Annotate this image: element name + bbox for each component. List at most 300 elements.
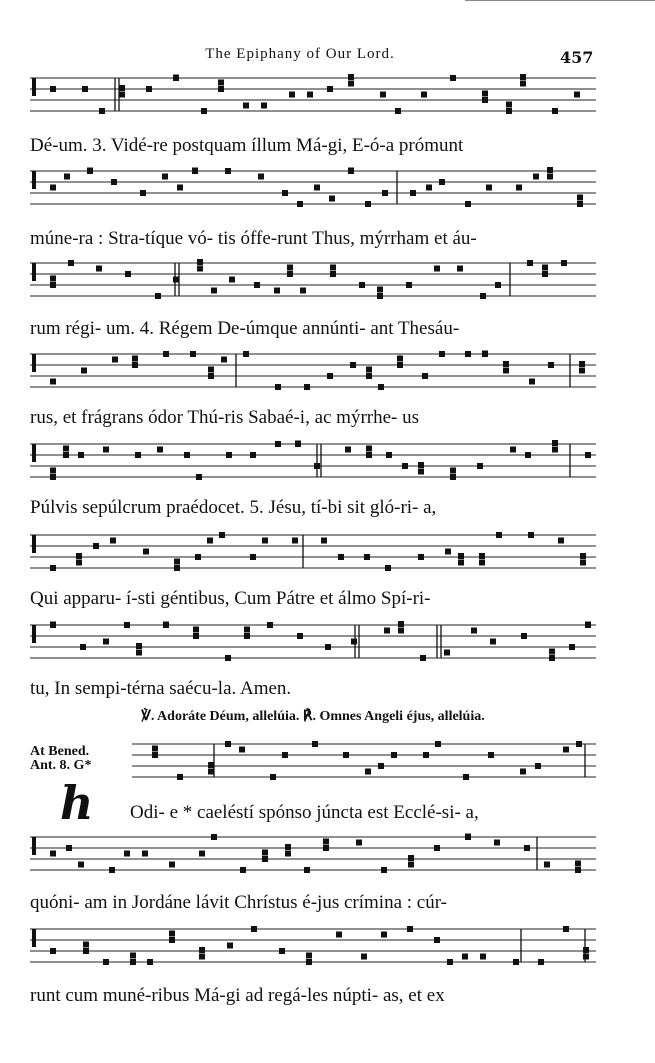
neume-note: [577, 195, 583, 201]
antiphon-label-line-2: Ant. 8. G*: [30, 758, 92, 773]
neume-note: [343, 752, 349, 758]
neume-note: [457, 266, 463, 272]
chant-staff-8: [132, 740, 596, 790]
neume-note: [163, 351, 169, 357]
neume-note: [552, 440, 558, 446]
neume-note: [330, 265, 336, 271]
neume-note: [103, 639, 109, 645]
neume-note: [325, 644, 331, 650]
neume-note: [506, 108, 512, 114]
neume-note: [76, 553, 82, 559]
neume-note: [163, 622, 169, 628]
neume-note: [547, 174, 553, 180]
chant-staff-2: [30, 167, 596, 217]
chant-staff-3: [30, 259, 596, 309]
neume-note: [585, 621, 591, 622]
neume-note: [50, 276, 56, 282]
neume-note: [193, 633, 199, 639]
neume-note: [196, 474, 202, 480]
versicle-response: ℣. Adoráte Déum, allelúia. ℟. Omnes Angeli éjus, allelúia.: [141, 709, 485, 724]
lyric-line-2: múne-ra : Stra-tíque vó- tis óffe-runt Thus, mýrrham et áu-: [30, 228, 477, 249]
neume-note: [239, 747, 245, 753]
neume-note: [377, 287, 383, 293]
neume-note: [563, 747, 569, 753]
chant-staff-1: [30, 74, 596, 124]
neume-note: [366, 373, 372, 379]
neume-note: [365, 769, 371, 775]
neume-note: [377, 293, 383, 299]
neume-note: [227, 943, 233, 949]
neume-note: [480, 293, 486, 299]
neume-note: [142, 851, 148, 857]
neume-note: [549, 655, 555, 661]
neume-note: [78, 862, 84, 868]
neume-note: [125, 271, 131, 277]
neume-note: [304, 867, 310, 873]
neume-note: [398, 628, 404, 634]
clef-icon: [32, 625, 36, 643]
neume-note: [140, 190, 146, 196]
neume-note: [575, 861, 581, 867]
neume-note: [496, 532, 502, 538]
neume-note: [195, 554, 201, 560]
neume-note: [458, 560, 464, 566]
neume-note: [225, 655, 231, 661]
neume-note: [99, 108, 105, 114]
neume-note: [218, 86, 224, 92]
chant-staff-6: [30, 531, 596, 581]
neume-note: [80, 644, 86, 650]
neume-note: [558, 538, 564, 544]
neume-note: [366, 446, 372, 452]
neume-note: [397, 362, 403, 368]
neume-note: [275, 384, 281, 390]
neume-note: [50, 468, 56, 474]
neume-note: [323, 839, 329, 845]
neume-note: [169, 937, 175, 943]
neume-note: [434, 266, 440, 272]
neume-note: [50, 379, 56, 385]
neume-note: [177, 185, 183, 191]
neume-note: [520, 769, 526, 775]
neume-note: [300, 288, 306, 294]
neume-note: [583, 947, 589, 953]
neume-note: [244, 633, 250, 639]
neume-note: [583, 954, 589, 960]
neume-note: [385, 565, 391, 571]
neume-note: [422, 373, 428, 379]
neume-note: [66, 845, 72, 851]
neume-note: [50, 622, 56, 628]
neume-note: [282, 190, 288, 196]
neume-note: [434, 845, 440, 851]
neume-note: [381, 932, 387, 938]
neume-note: [124, 622, 130, 628]
neume-note: [585, 622, 591, 628]
neume-note: [109, 867, 115, 873]
neume-note: [577, 201, 583, 207]
neume-note: [356, 840, 362, 846]
neume-note: [124, 851, 130, 857]
neume-note: [173, 277, 179, 283]
neume-note: [162, 174, 168, 180]
neume-note: [243, 351, 249, 357]
neume-note: [359, 282, 365, 288]
neume-note: [418, 554, 424, 560]
neume-note: [261, 103, 267, 109]
neume-note: [450, 75, 456, 81]
neume-note: [197, 266, 203, 272]
neume-note: [136, 650, 142, 656]
lyric-line-8: quóni- am in Jordáne lávit Chrístus é-jus crímina : cúr-: [30, 892, 447, 913]
neume-note: [434, 937, 440, 943]
neume-note: [297, 201, 303, 207]
neume-note: [361, 954, 367, 960]
neume-note: [254, 282, 260, 288]
neume-note: [152, 752, 158, 758]
neume-note: [250, 452, 256, 458]
neume-note: [143, 549, 149, 555]
neume-note: [447, 959, 453, 965]
neume-note: [580, 553, 586, 559]
neume-note: [575, 867, 581, 873]
neume-note: [50, 621, 56, 622]
neume-note: [226, 452, 232, 458]
antiphon-label: [30, 745, 91, 773]
neume-note: [282, 752, 288, 758]
neume-note: [136, 643, 142, 649]
neume-note: [386, 452, 392, 458]
neume-note: [173, 74, 179, 75]
neume-note: [225, 741, 231, 747]
neume-note: [132, 362, 138, 368]
neume-note: [329, 196, 335, 202]
neume-note: [279, 948, 285, 954]
neume-note: [68, 260, 74, 266]
neume-note: [439, 179, 445, 185]
neume-note: [287, 271, 293, 277]
page-number: 457: [560, 48, 594, 67]
neume-note: [348, 168, 354, 174]
neume-note: [520, 81, 526, 87]
neume-note: [110, 538, 116, 544]
clef-icon: [32, 444, 36, 462]
neume-note: [306, 953, 312, 959]
neume-note: [211, 288, 217, 294]
neume-note: [410, 190, 416, 196]
neume-note: [201, 108, 207, 114]
neume-note: [495, 282, 501, 288]
neume-note: [173, 75, 179, 81]
neume-note: [323, 845, 329, 851]
neume-note: [529, 379, 535, 385]
neume-note: [406, 282, 412, 288]
neume-note: [146, 86, 152, 92]
neume-note: [408, 862, 414, 868]
neume-note: [524, 845, 530, 851]
neume-note: [364, 554, 370, 560]
neume-note: [218, 80, 224, 86]
neume-note: [130, 959, 136, 965]
neume-note: [78, 452, 84, 458]
neume-note: [50, 474, 56, 480]
neume-note: [391, 752, 397, 758]
neume-note: [262, 850, 268, 856]
neume-note: [240, 867, 246, 873]
neume-note: [482, 351, 488, 357]
neume-note: [64, 174, 70, 180]
neume-note: [348, 167, 354, 168]
neume-note: [135, 452, 141, 458]
neume-note: [513, 959, 519, 965]
neume-note: [289, 92, 295, 98]
top-edge-rule: [465, 0, 655, 5]
neume-note: [312, 741, 318, 747]
neume-note: [304, 384, 310, 390]
clef-icon: [32, 263, 36, 281]
neume-note: [462, 954, 468, 960]
clef-icon: [32, 171, 36, 189]
clef-icon: [32, 929, 36, 947]
neume-note: [458, 553, 464, 559]
neume-note: [477, 463, 483, 469]
lyric-line-3: rum régi- um. 4. Régem De-úmque annúnti- ant Thesáu-: [30, 318, 460, 339]
neume-note: [516, 185, 522, 191]
neume-note: [380, 92, 386, 98]
chant-staff-4: [30, 350, 596, 400]
neume-note: [119, 92, 125, 98]
neume-note: [174, 565, 180, 571]
neume-note: [207, 538, 213, 544]
chant-staff-10: [30, 925, 596, 975]
neume-note: [510, 447, 516, 453]
neume-note: [527, 260, 533, 266]
neume-note: [50, 851, 56, 857]
neume-note: [250, 554, 256, 560]
neume-note: [147, 959, 153, 965]
neume-note: [163, 621, 169, 622]
neume-note: [365, 201, 371, 207]
neume-note: [585, 452, 591, 458]
neume-note: [306, 959, 312, 965]
neume-note: [421, 92, 427, 98]
neume-note: [83, 948, 89, 954]
neume-note: [552, 108, 558, 114]
neume-note: [535, 763, 541, 769]
neume-note: [450, 474, 456, 480]
neume-note: [330, 271, 336, 277]
neume-note: [336, 932, 342, 938]
clef-icon: [32, 535, 36, 553]
neume-note: [351, 639, 357, 645]
neume-note: [192, 167, 198, 168]
neume-note: [208, 769, 214, 775]
neume-note: [244, 627, 250, 633]
chant-staff-5: [30, 440, 596, 490]
neume-note: [321, 538, 327, 544]
neume-note: [192, 168, 198, 174]
neume-note: [111, 179, 117, 185]
neume-note: [397, 356, 403, 362]
neume-note: [81, 368, 87, 374]
neume-note: [229, 277, 235, 283]
neume-note: [444, 650, 450, 656]
neume-note: [87, 167, 93, 168]
neume-note: [295, 440, 301, 441]
neume-note: [420, 655, 426, 661]
lyric-line-4: rus, et frágrans ódor Thú-ris Sabaé-i, ac mýrrhe- us: [30, 407, 420, 428]
neume-note: [384, 628, 390, 634]
neume-note: [208, 373, 214, 379]
neume-note: [157, 447, 163, 453]
neume-note: [63, 452, 69, 458]
neume-note: [152, 746, 158, 752]
neume-note: [486, 185, 492, 191]
neume-note: [533, 174, 539, 180]
neume-note: [83, 942, 89, 948]
neume-note: [479, 560, 485, 566]
neume-note: [132, 356, 138, 362]
neume-note: [184, 452, 190, 458]
neume-note: [482, 350, 488, 351]
neume-note: [295, 441, 301, 447]
neume-note: [576, 741, 582, 747]
neume-note: [465, 351, 471, 357]
neume-note: [221, 357, 227, 363]
neume-note: [285, 851, 291, 857]
neume-note: [503, 368, 509, 374]
neume-note: [463, 774, 469, 780]
neume-note: [243, 103, 249, 109]
neume-note: [408, 855, 414, 861]
neume-note: [482, 97, 488, 103]
neume-note: [103, 959, 109, 965]
neume-note: [426, 185, 432, 191]
lyric-line-9: runt cum muné-ribus Má-gi ad regá-les núpti- as, et ex: [30, 985, 445, 1006]
neume-note: [465, 201, 471, 207]
neume-note: [314, 185, 320, 191]
neume-note: [366, 452, 372, 458]
page-title: The Epiphany of Our Lord.: [205, 46, 395, 62]
neume-note: [119, 85, 125, 91]
neume-note: [169, 931, 175, 937]
neume-note: [307, 92, 313, 98]
neume-note: [382, 190, 388, 196]
neume-note: [465, 834, 471, 840]
neume-note: [574, 92, 580, 98]
neume-note: [50, 948, 56, 954]
neume-note: [270, 774, 276, 780]
neume-note: [292, 538, 298, 544]
neume-note: [327, 373, 333, 379]
neume-note: [503, 361, 509, 367]
neume-note: [327, 86, 333, 92]
neume-note: [395, 108, 401, 114]
chant-staff-9: [30, 833, 596, 883]
lyric-line-5: Púlvis sepúlcrum praédocet. 5. Jésu, tí-bi sit gló-ri- a,: [30, 497, 437, 518]
neume-note: [465, 833, 471, 834]
neume-note: [542, 265, 548, 271]
neume-note: [103, 447, 109, 453]
neume-note: [274, 288, 280, 294]
neume-note: [506, 102, 512, 108]
neume-note: [197, 259, 203, 265]
neume-note: [155, 293, 161, 299]
neume-note: [538, 959, 544, 965]
neume-note: [208, 367, 214, 373]
neume-note: [402, 463, 408, 469]
neume-note: [525, 452, 531, 458]
neume-note: [287, 265, 293, 271]
neume-note: [480, 954, 486, 960]
neume-note: [418, 469, 424, 475]
drop-cap-initial: h: [60, 776, 94, 830]
neume-note: [262, 538, 268, 544]
chant-staff-7: [30, 621, 596, 671]
neume-note: [490, 639, 496, 645]
neume-note: [366, 367, 372, 373]
neume-note: [190, 351, 196, 357]
neume-note: [542, 271, 548, 277]
neume-note: [251, 926, 257, 932]
neume-note: [561, 260, 567, 266]
clef-icon: [32, 354, 36, 372]
neume-note: [423, 752, 429, 758]
neume-note: [219, 532, 225, 538]
neume-note: [177, 774, 183, 780]
neume-note: [285, 844, 291, 850]
lyric-line-6: Qui apparu- í-sti géntibus, Cum Pátre et álmo Spí-ri-: [30, 588, 431, 609]
neume-note: [348, 81, 354, 87]
neume-note: [547, 167, 553, 173]
neume-note: [439, 351, 445, 357]
antiphon-first-line: Odi- e * caeléstí spónso júncta est Ecclé-si- a,: [130, 802, 479, 823]
neume-note: [262, 856, 268, 862]
lyric-line-1: Dé-um. 3. Vidé-re postquam íllum Má-gi, E-ó-a prómunt: [30, 135, 464, 156]
neume-note: [50, 185, 56, 191]
neume-note: [50, 86, 56, 92]
neume-note: [87, 168, 93, 174]
neume-note: [50, 565, 56, 571]
neume-note: [435, 741, 441, 747]
neume-note: [488, 752, 494, 758]
neume-note: [378, 384, 384, 390]
neume-note: [579, 368, 585, 374]
neume-note: [450, 468, 456, 474]
neume-note: [544, 862, 550, 868]
neume-note: [381, 867, 387, 873]
neume-note: [471, 628, 477, 634]
neume-note: [552, 447, 558, 453]
neume-note: [63, 446, 69, 452]
neume-note: [479, 553, 485, 559]
neume-note: [50, 282, 56, 288]
neume-note: [76, 560, 82, 566]
neume-note: [579, 361, 585, 367]
neume-note: [445, 549, 451, 555]
neume-note: [93, 543, 99, 549]
neume-note: [345, 447, 351, 453]
neume-note: [350, 362, 356, 368]
neume-note: [569, 644, 575, 650]
neume-note: [208, 762, 214, 768]
neume-note: [407, 926, 413, 932]
neume-note: [199, 851, 205, 857]
neume-note: [169, 862, 175, 868]
neume-note: [258, 174, 264, 180]
neume-note: [398, 621, 404, 627]
neume-note: [580, 560, 586, 566]
